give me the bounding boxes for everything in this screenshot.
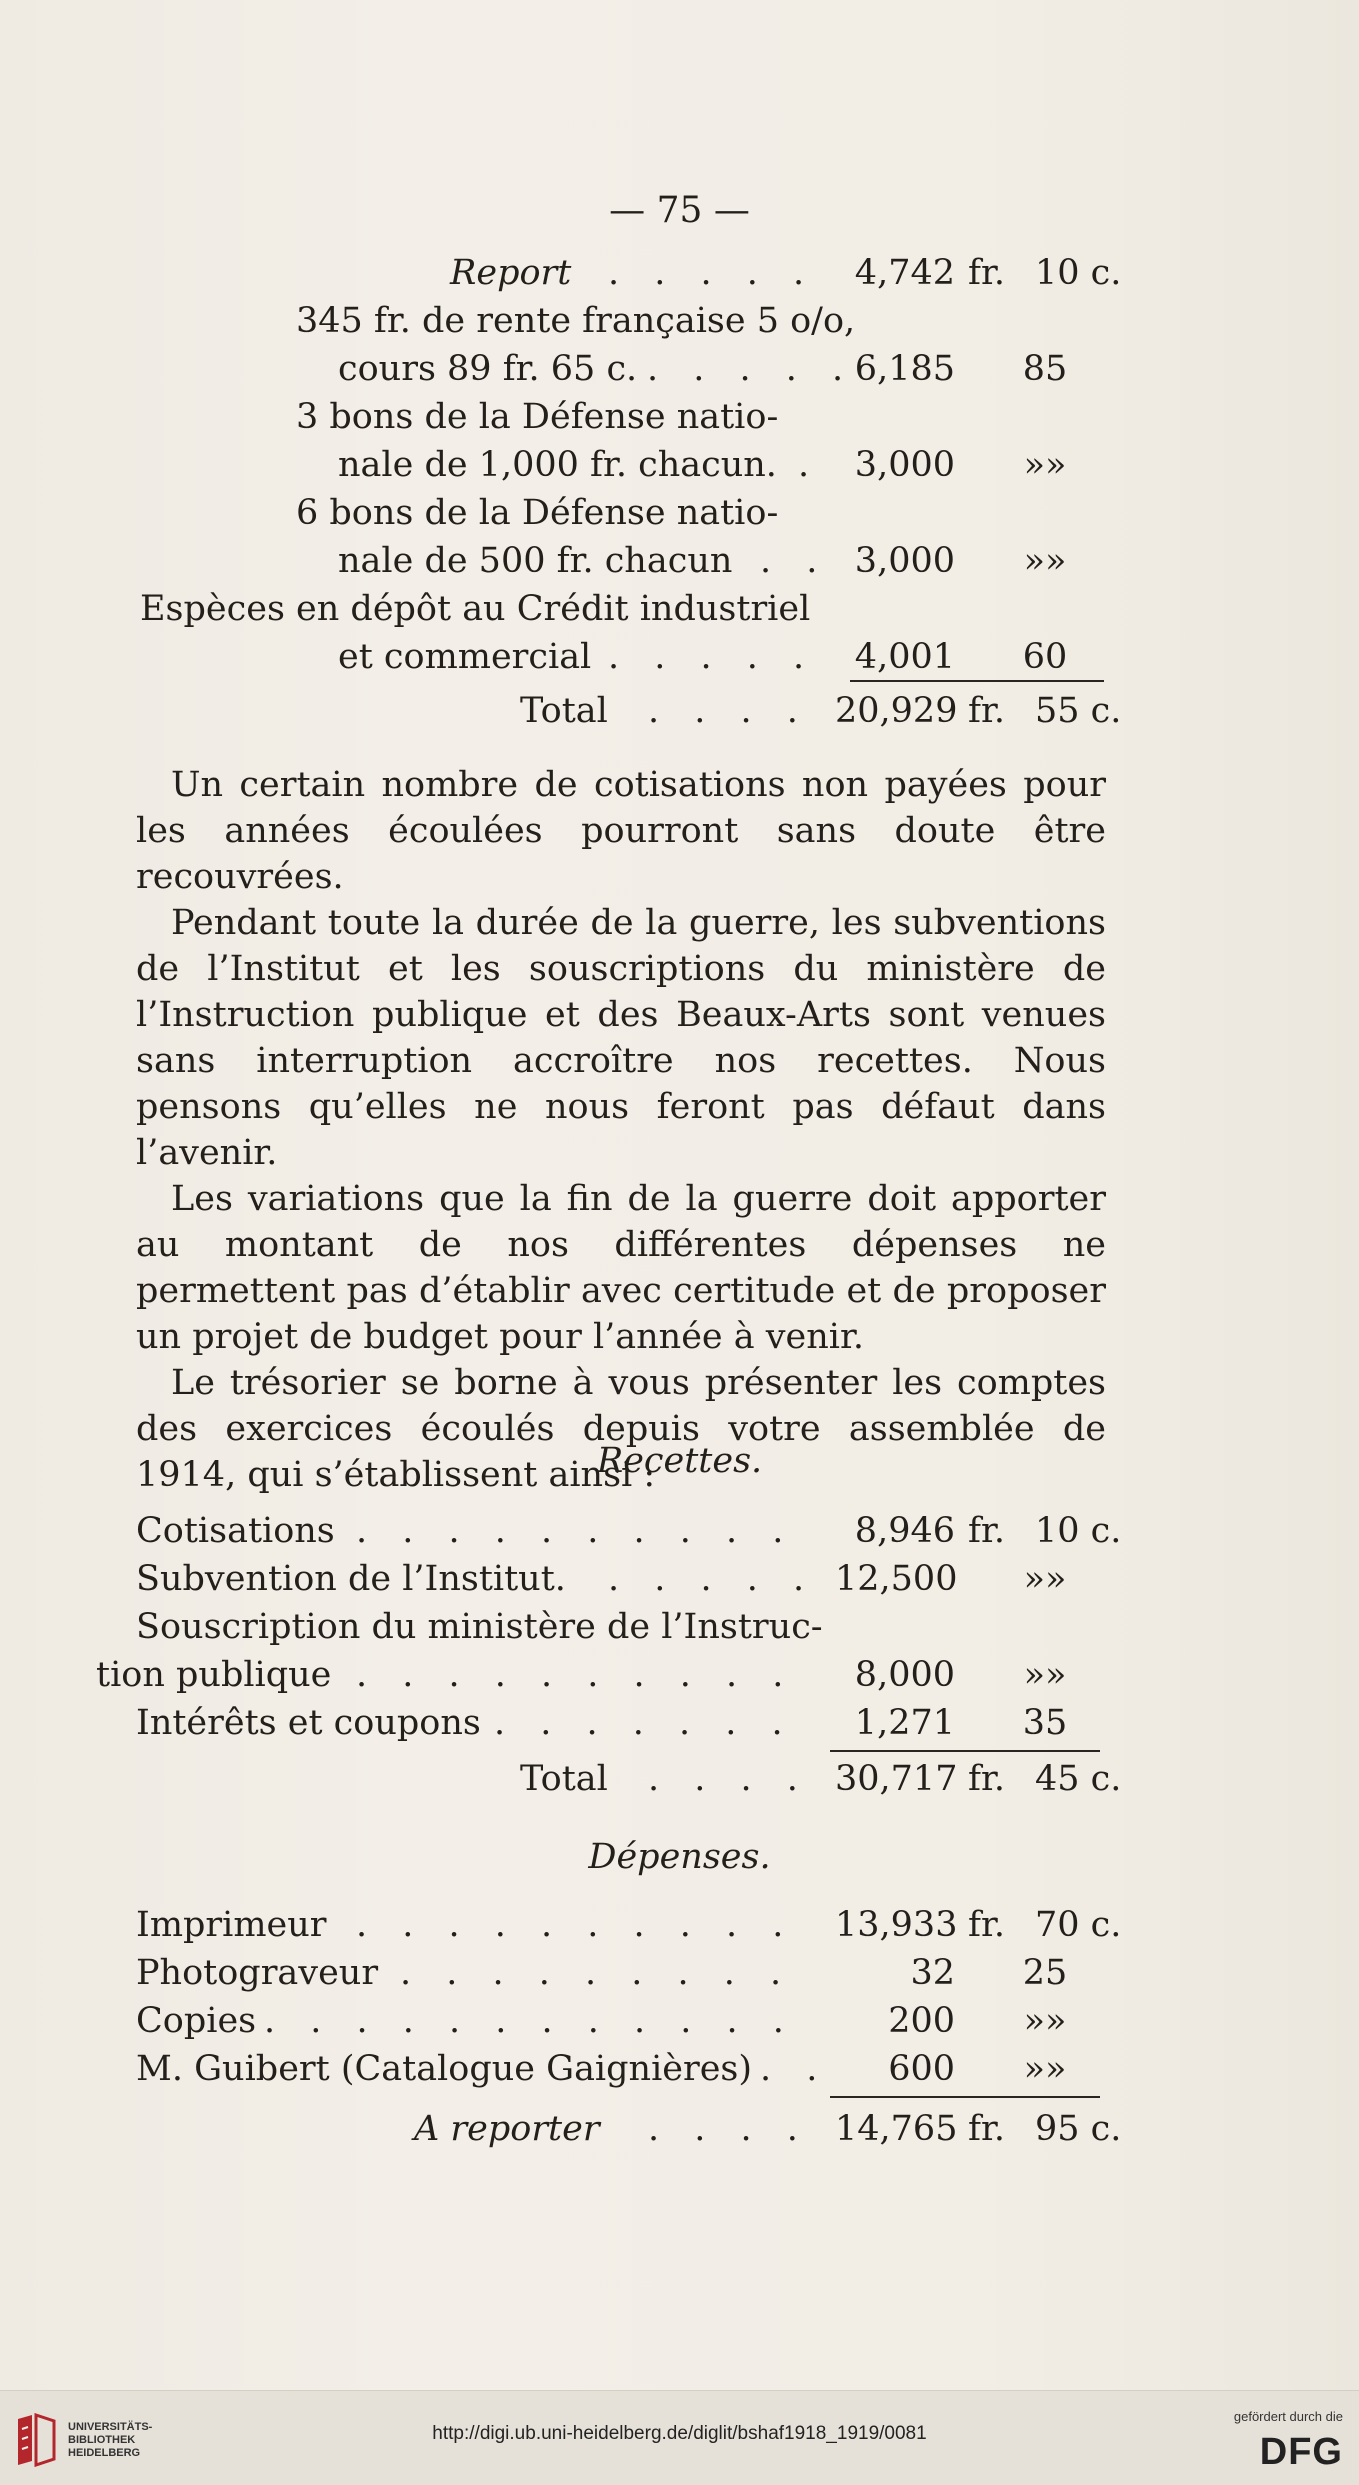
row-label: Copies bbox=[136, 2001, 257, 2041]
page-number: — 75 — bbox=[609, 190, 750, 231]
row-unit: fr. bbox=[968, 1511, 1005, 1551]
row-label: Cotisations bbox=[136, 1511, 335, 1551]
row-cents: »» bbox=[1023, 2001, 1067, 2041]
row-label: tion publique bbox=[96, 1655, 332, 1695]
row-label: nale de 500 fr. chacun bbox=[338, 541, 733, 581]
ledger-row bbox=[0, 538, 1359, 586]
row-label: nale de 1,000 fr. chacun. bbox=[338, 445, 777, 485]
total-cents: 55 c. bbox=[1035, 691, 1122, 731]
row-cents: »» bbox=[1023, 1655, 1067, 1695]
total-label: Total bbox=[520, 1759, 608, 1799]
row-unit: fr. bbox=[968, 691, 1005, 731]
row-dots: . . . . . bbox=[608, 253, 817, 293]
carry-label: A reporter bbox=[414, 2109, 600, 2149]
row-label: 345 fr. de rente française 5 o/o, bbox=[296, 301, 856, 341]
row-dots: . . . . . bbox=[608, 1559, 817, 1599]
ledger-row bbox=[0, 346, 1359, 394]
total-row bbox=[0, 1756, 1359, 1804]
row-cents: 35 bbox=[1022, 1703, 1068, 1743]
row-dots: . . . . . . . . . . bbox=[356, 1511, 796, 1551]
funded-by-label: gefördert durch die bbox=[1233, 2409, 1343, 2424]
ledger-row bbox=[0, 490, 1359, 538]
row-dots: . bbox=[798, 445, 822, 485]
row-label: cours 89 fr. 65 c. bbox=[338, 349, 638, 389]
paragraph: Les variations que la fin de la guerre doit apporter au montant de nos différentes dépenses ne permettent pas d’établir avec certitude et de proposer un projet de budget pour l’année à venir. bbox=[136, 1179, 1106, 1357]
row-cents: »» bbox=[1023, 1559, 1067, 1599]
ledger-row bbox=[0, 1652, 1359, 1700]
ledger-row bbox=[0, 1902, 1359, 1950]
ledger-row bbox=[0, 1700, 1359, 1748]
row-amount: 4,001 bbox=[854, 637, 955, 677]
row-amount: 32 bbox=[910, 1953, 955, 1993]
ledger-row bbox=[0, 1508, 1359, 1556]
total-label: Total bbox=[520, 691, 608, 731]
row-dots: . . . . bbox=[648, 1759, 810, 1799]
carry-amount: 14,765 bbox=[835, 2109, 958, 2149]
row-amount: 600 bbox=[888, 2049, 955, 2089]
section-title-recettes: Recettes. bbox=[596, 1441, 763, 1481]
row-dots: . . . . bbox=[648, 2109, 810, 2149]
row-cents: 10 c. bbox=[1035, 253, 1122, 293]
row-dots: . . . . . bbox=[647, 349, 856, 389]
row-amount: 12,500 bbox=[835, 1559, 958, 1599]
section-title-depenses: Dépenses. bbox=[588, 1837, 771, 1877]
row-dots: . . . . . . . . . . bbox=[356, 1655, 796, 1695]
row-unit: fr. bbox=[968, 1905, 1005, 1945]
row-amount: 8,000 bbox=[854, 1655, 955, 1695]
institution-line: HEIDELBERG bbox=[68, 2447, 141, 2459]
row-dots: . . . . . . . . . bbox=[400, 1953, 794, 1993]
row-cents: 60 bbox=[1022, 637, 1068, 677]
row-cents: »» bbox=[1023, 541, 1067, 581]
row-label: Espèces en dépôt au Crédit industriel bbox=[140, 589, 811, 629]
row-cents: 25 bbox=[1022, 1953, 1068, 1993]
row-cents: »» bbox=[1023, 445, 1067, 485]
ledger-row bbox=[0, 1556, 1359, 1604]
row-label: Report bbox=[450, 253, 572, 293]
row-label: et commercial bbox=[338, 637, 592, 677]
row-unit: fr. bbox=[968, 253, 1005, 293]
row-dots: . . . . bbox=[648, 691, 810, 731]
row-unit: fr. bbox=[968, 1759, 1005, 1799]
row-label: Photograveur bbox=[136, 1953, 379, 1993]
row-amount: 1,271 bbox=[854, 1703, 955, 1743]
paragraph: Un certain nombre de cotisations non payées pour les années écoulées pourront sans doute être recouvrées. bbox=[136, 765, 1106, 897]
row-label: M. Guibert (Catalogue Gaignières) bbox=[136, 2049, 753, 2089]
viewer-footer bbox=[0, 2390, 1359, 2485]
row-cents: »» bbox=[1023, 2049, 1067, 2089]
institution-line: BIBLIOTHEK bbox=[68, 2434, 136, 2446]
row-label: Souscription du ministère de l’Instruc- bbox=[136, 1607, 823, 1647]
ledger-row bbox=[0, 442, 1359, 490]
total-amount: 30,717 bbox=[835, 1759, 958, 1799]
row-cents: 10 c. bbox=[1035, 1511, 1122, 1551]
carry-cents: 95 c. bbox=[1035, 2109, 1122, 2149]
row-label: Intérêts et coupons bbox=[136, 1703, 481, 1743]
row-dots: . . . . . . . . . . bbox=[356, 1905, 796, 1945]
permalink-url[interactable]: http://digi.ub.uni-heidelberg.de/diglit/bshaf1918_1919/0081 bbox=[432, 2423, 927, 2444]
sum-rule bbox=[830, 1750, 1100, 1752]
row-cents: 85 bbox=[1022, 349, 1068, 389]
row-amount: 8,946 bbox=[854, 1511, 955, 1551]
ledger-row bbox=[0, 298, 1359, 346]
row-dots: . . bbox=[760, 2049, 830, 2089]
row-amount: 13,933 bbox=[835, 1905, 958, 1945]
ledger-row bbox=[0, 586, 1359, 634]
row-dots: . . . . . . . . . . . . bbox=[264, 2001, 796, 2041]
body-text bbox=[136, 762, 1106, 1498]
total-cents: 45 c. bbox=[1035, 1759, 1122, 1799]
ledger-row bbox=[0, 394, 1359, 442]
institution-line: UNIVERSITÄTS- bbox=[68, 2421, 153, 2433]
sum-rule bbox=[850, 680, 1104, 682]
row-amount: 6,185 bbox=[854, 349, 955, 389]
row-dots: . . bbox=[760, 541, 830, 581]
ledger-row bbox=[0, 1998, 1359, 2046]
ledger-row bbox=[0, 2046, 1359, 2094]
row-label: Subvention de l’Institut. bbox=[136, 1559, 566, 1599]
row-unit: fr. bbox=[968, 2109, 1005, 2149]
row-cents: 70 c. bbox=[1035, 1905, 1122, 1945]
row-amount: 200 bbox=[888, 2001, 955, 2041]
total-row bbox=[0, 688, 1359, 736]
row-dots: . . . . . . . bbox=[494, 1703, 795, 1743]
dfg-logo[interactable]: DFG bbox=[1259, 2431, 1343, 2473]
ledger-row bbox=[0, 1604, 1359, 1652]
row-label: 3 bons de la Défense natio- bbox=[296, 397, 779, 437]
ledger-row bbox=[0, 1950, 1359, 1998]
row-label: 6 bons de la Défense natio- bbox=[296, 493, 779, 533]
ledger-row bbox=[0, 250, 1359, 298]
row-amount: 4,742 bbox=[854, 253, 955, 293]
total-amount: 20,929 bbox=[835, 691, 958, 731]
paragraph: Pendant toute la durée de la guerre, les subventions de l’Institut et les souscriptions du ministère de l’Instruction publique et des Beaux-Arts sont venues sans interruption accroître nos recettes. Nous pensons qu’elles ne nous feront pas défaut dans l’avenir. bbox=[136, 903, 1106, 1173]
row-label: Imprimeur bbox=[136, 1905, 327, 1945]
row-dots: . . . . . bbox=[608, 637, 817, 677]
carry-row bbox=[0, 2106, 1359, 2154]
sum-rule bbox=[830, 2096, 1100, 2098]
row-amount: 3,000 bbox=[854, 445, 955, 485]
row-amount: 3,000 bbox=[854, 541, 955, 581]
paragraph: Le trésorier se borne à vous présenter les comptes des exercices écoulés depuis votre assemblée de 1914, qui s’établissent ainsi : bbox=[136, 1363, 1106, 1495]
ledger-row bbox=[0, 634, 1359, 682]
